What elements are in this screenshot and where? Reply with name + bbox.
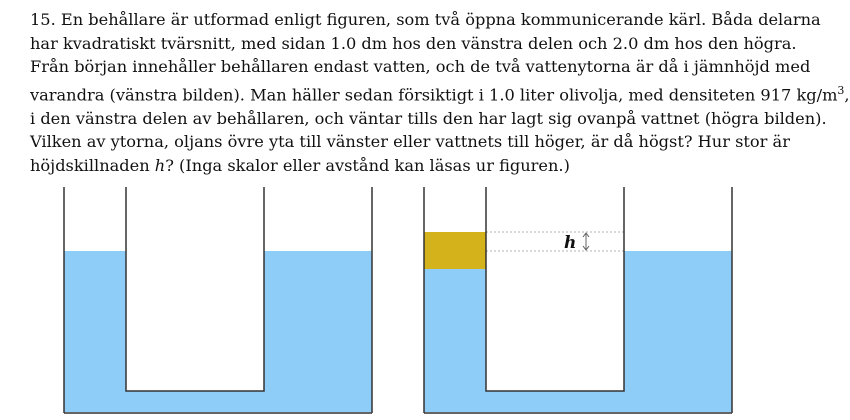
problem-line-6: Vilken av ytorna, oljans övre yta till vänster eller vattnets till höger, är då högst? Hur stor är: [30, 132, 790, 152]
water-left-column: [424, 269, 486, 391]
water-bottom-channel: [64, 391, 372, 412]
oil-layer: [424, 232, 486, 269]
water-right-column: [624, 251, 732, 391]
problem-line-5: i den vänstra delen av behållaren, och väntar tills den har lagt sig ovanpå vattnet (högra bilden).: [30, 108, 827, 128]
problem-line-1: 15. En behållare är utformad enligt figuren, som två öppna kommunicerande kärl. Båda delarna: [30, 10, 821, 29]
problem-line-3: Från början innehåller behållaren endast vatten, och de två vattenytorna är då i jämnhöjd med: [30, 57, 811, 77]
height-dimension: [486, 232, 624, 253]
height-label: h: [564, 233, 577, 253]
water-left-column: [64, 251, 126, 391]
density-unit-exponent: 3: [837, 83, 845, 97]
problem-text: [30, 8, 850, 178]
height-variable: h: [154, 155, 166, 175]
figure-initial-state: [60, 185, 380, 415]
water-bottom-channel: [424, 391, 732, 412]
water-right-column: [264, 251, 372, 391]
problem-line-7: höjdskillnaden h? (Inga skalor eller avstånd kan läsas ur figuren.): [30, 155, 570, 175]
problem-line-2: har kvadratiskt tvärsnitt, med sidan 1.0 dm hos den vänstra delen och 2.0 dm hos den högra.: [30, 33, 797, 53]
problem-line-4: varandra (vänstra bilden). Man häller sedan försiktigt i 1.0 liter olivolja, med densiteten 917 $kg/m^3$,: [30, 83, 850, 105]
problem-number: 15.: [30, 10, 56, 29]
figure-final-state: [420, 185, 740, 415]
